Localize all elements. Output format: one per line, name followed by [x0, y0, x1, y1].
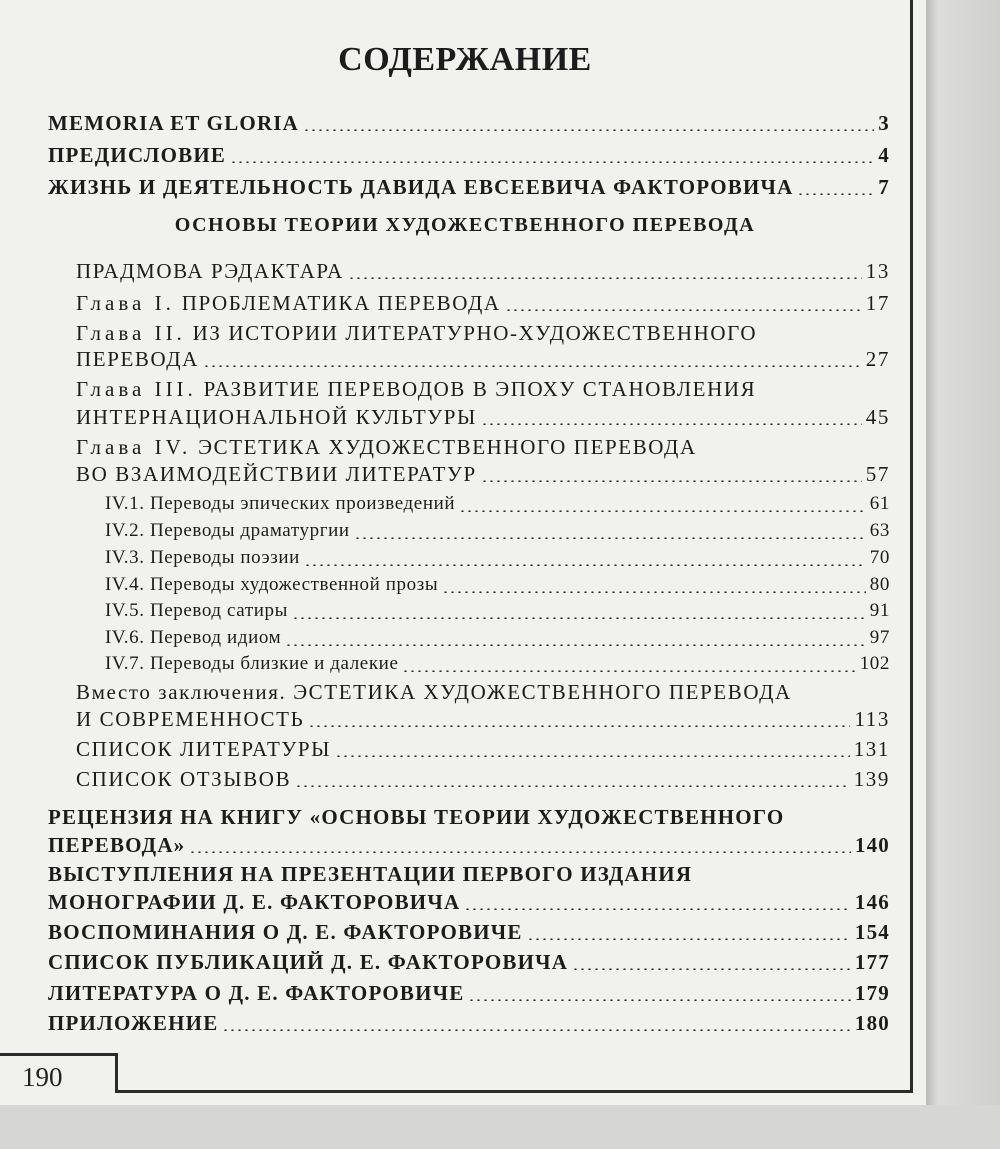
toc-entry-line1[interactable]: Вместо заключения. ЭСТЕТИКА ХУДОЖЕСТВЕННОГО ПЕРЕВОДА	[76, 680, 792, 704]
leader-dots	[303, 129, 874, 131]
toc-entry-page: 154	[854, 920, 890, 944]
leader-dots	[203, 365, 862, 367]
leader-dots	[572, 968, 851, 970]
toc-entry-label: ИНТЕРНАЦИОНАЛЬНОЙ КУЛЬТУРЫ	[76, 405, 477, 429]
toc-entry-page: 177	[854, 950, 890, 974]
toc-entry-label: МОНОГРАФИИ Д. Е. ФАКТОРОВИЧА	[48, 890, 461, 914]
toc-entry-label: ИЗ ИСТОРИИ ЛИТЕРАТУРНО-ХУДОЖЕСТВЕННОГО	[192, 321, 758, 345]
toc-entry-label: СПИСОК ОТЗЫВОВ	[76, 767, 292, 791]
toc-entry-page: 139	[853, 767, 890, 791]
toc-entry-line1[interactable]: РЕЦЕНЗИЯ НА КНИГУ «ОСНОВЫ ТЕОРИИ ХУДОЖЕСТВЕННОГО	[48, 805, 785, 829]
toc-entry-page: 97	[869, 627, 890, 648]
chapter-prefix: Глава III.	[76, 377, 197, 401]
leader-dots	[527, 938, 851, 940]
toc-entry[interactable]	[48, 142, 890, 168]
toc-entry-label: ЛИТЕРАТУРА О Д. Е. ФАКТОРОВИЧЕ	[48, 981, 465, 1005]
page-bottom-margin	[0, 1105, 1000, 1149]
toc-entry-label: IV.3. Переводы поэзии	[105, 547, 300, 568]
toc-entry-label: IV.4. Переводы художественной прозы	[105, 574, 439, 595]
toc-entry-line1[interactable]	[76, 320, 757, 346]
toc-entry-line1[interactable]	[76, 376, 756, 402]
toc-entry-page: 27	[865, 347, 890, 371]
toc-subentry[interactable]	[105, 572, 890, 598]
toc-entry-page: 146	[854, 890, 890, 914]
toc-entry-page: 17	[865, 291, 890, 315]
toc-entry[interactable]	[76, 461, 890, 487]
toc-subentry[interactable]	[105, 491, 890, 517]
toc-title: СОДЕРЖАНИЕ	[338, 41, 592, 78]
toc-entry-label: СПИСОК ПУБЛИКАЦИЙ Д. Е. ФАКТОРОВИЧА	[48, 950, 569, 974]
toc-entry[interactable]	[48, 949, 890, 975]
toc-entry-page: 7	[878, 175, 890, 199]
page-number: 190	[22, 1062, 63, 1092]
toc-entry-label: ВО ВЗАИМОДЕЙСТВИИ ЛИТЕРАТУР	[76, 462, 477, 486]
toc-entry-page: 179	[854, 981, 890, 1005]
toc-entry-label: ПЕРЕВОДА	[76, 347, 199, 371]
leader-dots	[402, 670, 855, 672]
toc-entry-label: IV.1. Переводы эпических произведений	[105, 493, 456, 514]
leader-dots	[354, 537, 866, 539]
toc-entry-page: 91	[869, 600, 890, 621]
leader-dots	[459, 510, 866, 512]
leader-dots	[442, 591, 866, 593]
leader-dots	[230, 161, 874, 163]
toc-entry[interactable]	[48, 110, 890, 136]
toc-subentry[interactable]	[105, 651, 890, 677]
leader-dots	[295, 785, 850, 787]
toc-entry[interactable]	[76, 346, 890, 372]
toc-entry-page: 3	[878, 111, 890, 135]
leader-dots	[292, 617, 866, 619]
toc-entry-label: MEMORIA ET GLORIA	[48, 111, 300, 135]
toc-entry[interactable]	[48, 980, 890, 1006]
toc-entry[interactable]	[48, 174, 890, 200]
chapter-prefix: Глава IV.	[76, 435, 192, 459]
toc-entry-page: 180	[854, 1011, 890, 1035]
toc-entry[interactable]	[76, 736, 890, 762]
toc-entry-page: 70	[869, 547, 890, 568]
leader-dots	[304, 564, 866, 566]
toc-entry-page: 61	[869, 493, 890, 514]
toc-entry[interactable]	[76, 404, 890, 430]
toc-entry-label: ПРЕДИСЛОВИЕ	[48, 143, 227, 167]
leader-dots	[505, 309, 862, 311]
toc-entry-label: ЭСТЕТИКА ХУДОЖЕСТВЕННОГО ПЕРЕВОДА	[198, 435, 697, 459]
toc-entry[interactable]	[76, 706, 890, 732]
toc-entry-page: 113	[854, 707, 890, 731]
toc-entry-page: 57	[865, 462, 890, 486]
leader-dots	[481, 423, 862, 425]
toc-entry[interactable]	[48, 919, 890, 945]
section-heading: ОСНОВЫ ТЕОРИИ ХУДОЖЕСТВЕННОГО ПЕРЕВОДА	[174, 214, 756, 236]
page-edge-shadow	[926, 0, 1000, 1149]
toc-entry[interactable]	[48, 1010, 890, 1036]
toc-entry[interactable]	[76, 258, 890, 284]
chapter-prefix: Глава I.	[76, 291, 175, 315]
leader-dots	[285, 644, 866, 646]
toc-entry-label: ПЕРЕВОДА»	[48, 833, 186, 857]
toc-subentry[interactable]	[105, 598, 890, 624]
toc-entry-label: ПРИЛОЖЕНИЕ	[48, 1011, 219, 1035]
toc-entry-label: IV.5. Перевод сатиры	[105, 600, 288, 621]
leader-dots	[468, 999, 850, 1001]
chapter-prefix: Глава II.	[76, 321, 186, 345]
toc-entry-page: 13	[865, 259, 890, 283]
toc-subentry[interactable]	[105, 625, 890, 651]
leader-dots	[464, 908, 851, 910]
leader-dots	[189, 851, 851, 853]
leader-dots	[335, 755, 850, 757]
toc-entry-line1[interactable]	[76, 434, 697, 460]
leader-dots	[308, 725, 850, 727]
frame-bottom-rule	[118, 1090, 913, 1093]
toc-entry[interactable]	[76, 290, 890, 316]
toc-entry-label: ПРАДМОВА РЭДАКТАРА	[76, 259, 344, 283]
toc-entry-page: 140	[854, 833, 890, 857]
toc-subentry[interactable]	[105, 545, 890, 571]
frame-right-rule	[910, 0, 913, 1093]
toc-entry[interactable]	[48, 889, 890, 915]
toc-entry-page: 131	[853, 737, 890, 761]
leader-dots	[481, 480, 862, 482]
toc-entry-label: ВОСПОМИНАНИЯ О Д. Е. ФАКТОРОВИЧЕ	[48, 920, 523, 944]
toc-entry-label: РАЗВИТИЕ ПЕРЕВОДОВ В ЭПОХУ СТАНОВЛЕНИЯ	[203, 377, 757, 401]
toc-entry-line1[interactable]: ВЫСТУПЛЕНИЯ НА ПРЕЗЕНТАЦИИ ПЕРВОГО ИЗДАНИЯ	[48, 862, 693, 886]
toc-entry-page: 63	[869, 520, 890, 541]
toc-entry[interactable]	[48, 832, 890, 858]
toc-entry-page: 80	[869, 574, 890, 595]
toc-entry-label: IV.7. Переводы близкие и далекие	[105, 653, 399, 674]
toc-entry-label: IV.6. Перевод идиом	[105, 627, 282, 648]
toc-entry-label: И СОВРЕМЕННОСТЬ	[76, 707, 305, 731]
leader-dots	[797, 193, 874, 195]
toc-entry-label: СПИСОК ЛИТЕРАТУРЫ	[76, 737, 332, 761]
toc-entry-label: IV.2. Переводы драматургии	[105, 520, 350, 541]
toc-subentry[interactable]	[105, 518, 890, 544]
toc-entry[interactable]	[76, 766, 890, 792]
toc-entry-page: 45	[865, 405, 890, 429]
leader-dots	[222, 1029, 850, 1031]
toc-entry-label: ПРОБЛЕМАТИКА ПЕРЕВОДА	[181, 291, 501, 315]
toc-entry-page: 4	[878, 143, 890, 167]
toc-entry-label: ЖИЗНЬ И ДЕЯТЕЛЬНОСТЬ ДАВИДА ЕВСЕЕВИЧА ФАКТОРОВИЧА	[48, 175, 794, 199]
leader-dots	[348, 277, 862, 279]
toc-entry-page: 102	[859, 653, 890, 674]
